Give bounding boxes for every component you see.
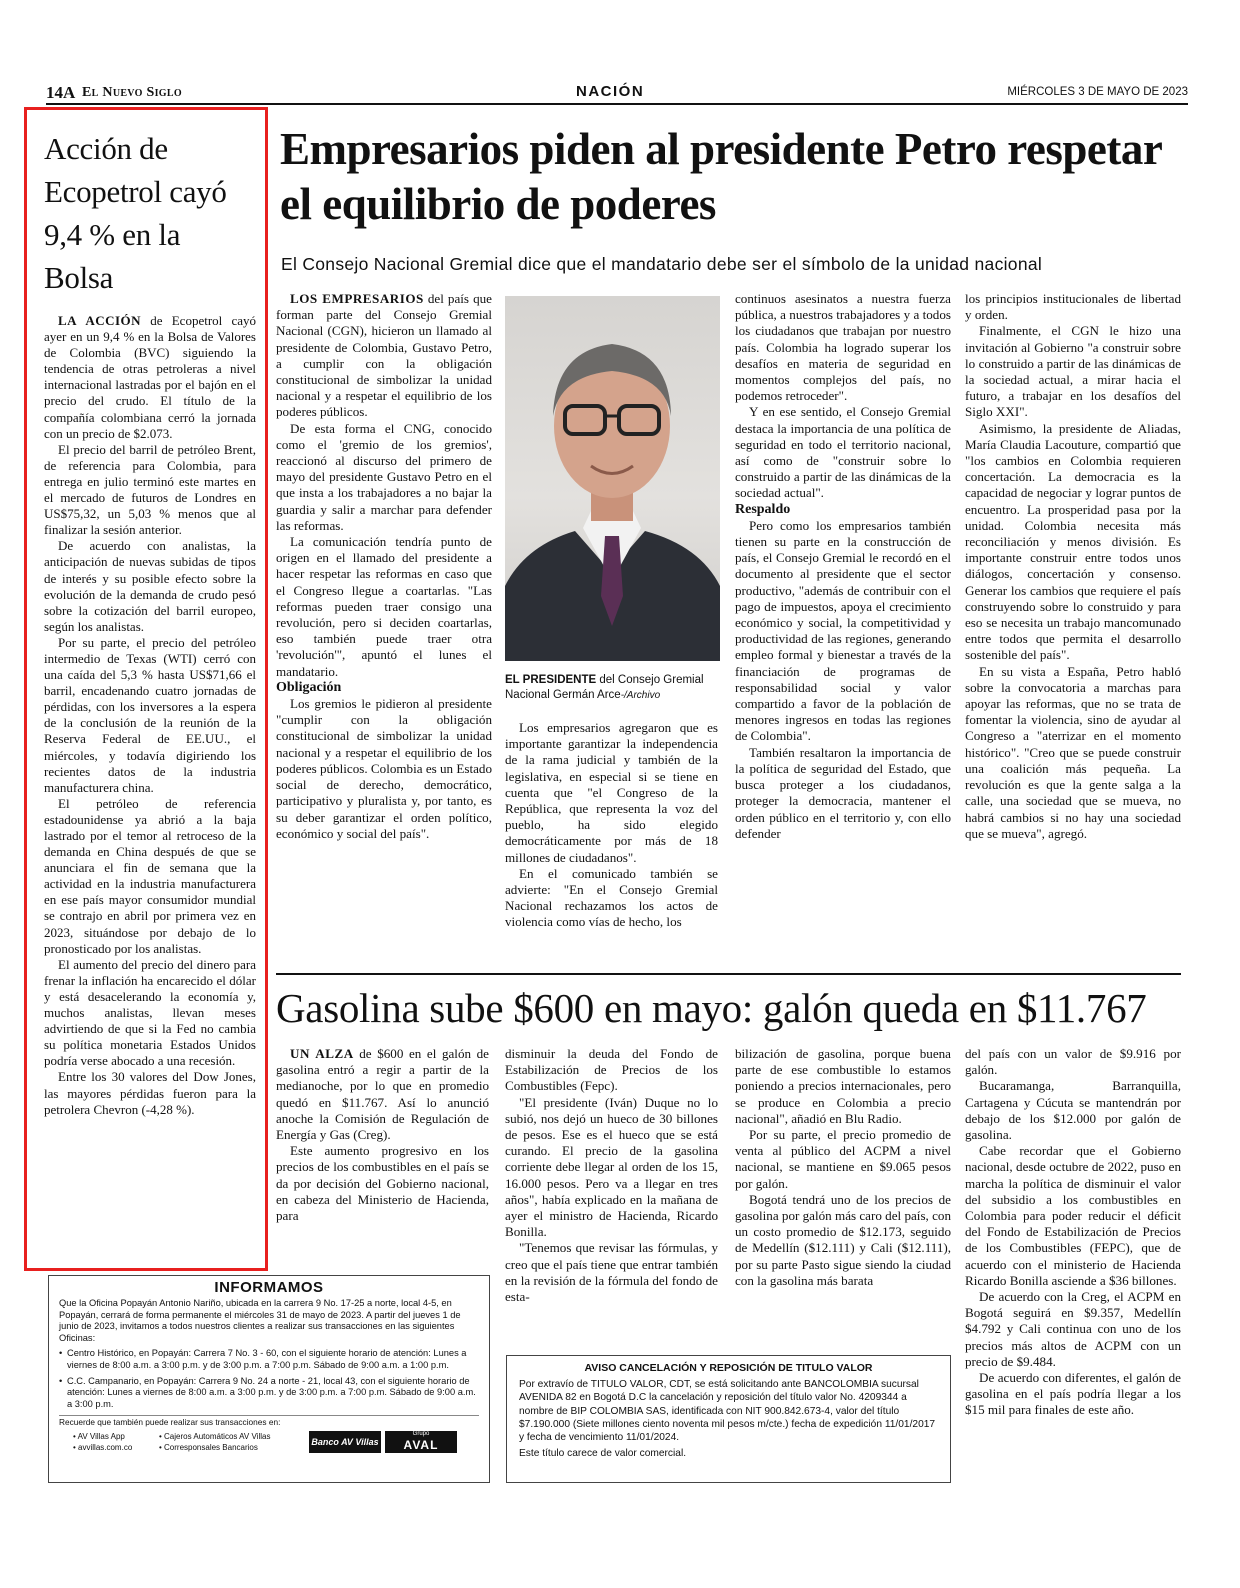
ad-informamos: [48, 1275, 490, 1483]
bank-logo: Banco AV Villas: [309, 1431, 381, 1453]
article2-paragraph: bilización de gasolina, porque buena parte de ese combustible lo estamos poniendo a precios internacionales, pero se produce en Colombia a precio nacional", añadió en Blu Radio.: [735, 1046, 951, 1126]
ad-office-item: • Centro Histórico, en Popayán: Carrera 7 No. 3 - 60, con el siguiente horario de atención: Lunes a viernes de 8:00 a.m. a 3:00 p.m. y de 3:00 p.m. a 7:00 p.m. Sábado de 9:00 a.m. a 1:00 p.m.: [59, 1348, 467, 1370]
article1-paragraph: Pero como los empresarios también tienen su parte en la construcción de país, el Consejo Gremial le recordó en el documento al presidente que el sector productivo, "además de contribuir con el pago de impuestos, apoya el crecimiento económico y social, la competitividad y productividad de las regiones, generando empleo formal y bienestar a través de la financiación de programas de responsabilidad social y valor compartido a favor de la población de menores ingresos en todas las regiones de Colombia".: [735, 517, 951, 744]
article2-paragraph: "El presidente (Iván) Duque no lo subió, nos dejó un hueco de 30 billones de pesos. Ese es el hueco que se está curando. El precio de la gasolina corriente debe llegar al orden de los 15, 16.000 pesos. Pero va a llegar en tres años", había explicado en la mañana de ayer el ministro de Hacienda, Ricardo Bonilla.: [505, 1094, 718, 1240]
article1-subhead-obligacion: Obligación: [276, 679, 342, 695]
article1-subheadline: El Consejo Nacional Gremial dice que el mandatario debe ser el símbolo de la unidad nacional: [281, 254, 1043, 274]
article2-paragraph: Este aumento progresivo en los precios de los combustibles en el país se da por decisión del Gobierno nacional, en cabeza del Ministerio de Hacienda, para: [276, 1143, 489, 1224]
sidebar-title: Acción de Ecopetrol cayó 9,4 % en la Bolsa: [44, 131, 227, 295]
ad-aviso-title: AVISO CANCELACIÓN Y REPOSICIÓN DE TITULO VALOR: [584, 1362, 873, 1374]
ad-office-item: • C.C. Campanario, en Popayán: Carrera 9 No. 24 a norte - 21, local 43, con el siguiente horario de atención: Lunes a viernes de 8:00 a.m. a 3:00 p.m. y de 3:00 p.m. a 7:00 p.m. Sábado de 9:00 a.m. a 3:00 p.m.: [59, 1375, 476, 1409]
article2-paragraph: De acuerdo con la Creg, el ACPM en Bogotá seguirá en $9.357, Medellín $4.792 y Cali continua con uno de los precios más altos de ACPM con un precio de $9.484.: [965, 1289, 1181, 1369]
article1-headline: Empresarios piden al presidente Petro respetar el equilibrio de poderes: [280, 124, 1162, 229]
sidebar-paragraph: El precio del barril de petróleo Brent, de referencia para Colombia, para entrega en julio terminó este martes en el mercado de futuros de Londres en US$75,32, un 5,03 % menos que al finalizar la sesión anterior.: [44, 441, 256, 538]
portrait-man-photo: [505, 296, 720, 661]
article2-headline: Gasolina sube $600 en mayo: galón queda en $11.767: [276, 985, 1147, 1031]
article2-paragraph: Cabe recordar que el Gobierno nacional, desde octubre de 2022, puso en marcha la política de disminuir el valor del subsidio a los combustibles en Colombia para poder reducir el déficit del Fondo de Estabilización de Precios de los Combustibles (FEPC), que de acuerdo con el ministerio de Hacienda Ricardo Bonilla asciende a $36 billones.: [965, 1143, 1181, 1288]
article2-paragraph: UN ALZA de $600 en el galón de gasolina entró a regir a partir de la medianoche, por lo que en promedio quedó en $11.767. Así lo anunció anoche la Comisión de Regulación de Energía y Gas (Creg).: [276, 1046, 489, 1143]
article1-paragraph: Los empresarios agregaron que es importante garantizar la independencia de la rama judicial y también de la legislativa, en especial si se tiene en cuenta que "el Congreso de la República, que representa la voz del pueblo, ha sido elegido democráticamente por más de 18 millones de ciudadanos".: [505, 720, 718, 865]
article2-column-1: [276, 1046, 489, 1224]
article1-paragraph: LOS EMPRESARIOS del país que forman parte del Consejo Gremial Nacional (CGN), hicieron un llamado al presidente de Colombia, Gustavo Petro, a cumplir con la obligación constitucional de simbolizar la unidad nacional y a respetar el equilibrio de los poderes públicos.: [276, 291, 492, 420]
masthead: [46, 83, 1188, 101]
article1-paragraph: los principios institucionales de libertad y orden.: [965, 291, 1181, 323]
article1-paragraph: En el comunicado también se advierte: "En el Consejo Gremial Nacional rechazamos los actos de violencia como vías de hecho, los: [505, 865, 718, 930]
sidebar-article: [44, 127, 256, 1118]
edition-date: MIÉRCOLES 3 DE MAYO DE 2023: [1007, 86, 1188, 98]
article2-paragraph: De acuerdo con diferentes, el galón de gasolina en el país podría llegar a los $15 mil para finales de este año.: [965, 1370, 1181, 1418]
article1-column-3: [735, 291, 951, 842]
ad-informamos-intro: Que la Oficina Popayán Antonio Nariño, ubicada en la carrera 9 No. 17-25 a norte, local 4-5, en Popayán, cerrará de forma permanente el miércoles 31 de mayo de 2023. A partir del jueves 1 de junio de 2023, invitamos a todos nuestros clientes a realizar sus transacciones en las siguientes Oficinas:: [59, 1298, 461, 1343]
article1-subhead-respaldo: Respaldo: [735, 501, 791, 517]
article2-paragraph: disminuir la deuda del Fondo de Estabilización de Precios de los Combustibles (Fepc).: [505, 1046, 718, 1094]
article1-column-1: [276, 291, 492, 842]
channel-atm: • Cajeros Automáticos AV Villas: [159, 1431, 271, 1441]
sidebar-body: [44, 313, 256, 1118]
paper-name: El Nuevo Siglo: [82, 85, 182, 100]
article1-paragraph: También resaltaron la importancia de la política de seguridad del Estado, que busca proteger a los ciudadanos, proteger la democracia, mantener el orden público en el territorio y, con ello defender: [735, 744, 951, 841]
article1-paragraph: La comunicación tendría punto de origen en el llamado del presidente a hacer respetar las reformas en caso que el Congreso llegue a coartarlas. "Las reformas pueden traer consigo una revolución, pero si deciden coartarlas, eso también puede traer otra 'revolución'", apuntó el lunes el mandatario.: [276, 534, 492, 679]
ad-reminder: Recuerde que también puede realizar sus transacciones en:: [59, 1415, 479, 1429]
article2-column-4: [965, 1046, 1181, 1419]
article2-paragraph: Bogotá tendrá uno de los precios de gasolina por galón más caro del país, con un costo promedio de $12.173, seguido de Medellín ($12.111) y Cali ($12.111), por su parte Pasto sigue siendo la ciudad con la gasolina más barata: [735, 1191, 951, 1288]
article2-paragraph: del país con un valor de $9.916 por galón.: [965, 1046, 1181, 1078]
ad-aviso-footer: Este título carece de valor comercial.: [519, 1448, 687, 1460]
sidebar-paragraph: De acuerdo con analistas, la anticipación de nuevas subidas de tipos de interés y su posible efecto sobre la evolución de la demanda de crudo pesó sobre la cotización del barril europeo, según los analistas.: [44, 538, 256, 634]
channel-app: • AV Villas App: [73, 1431, 125, 1441]
header-rule: [46, 103, 1188, 105]
article2-paragraph: Por su parte, el precio promedio de venta al público del ACPM a nivel nacional, se mantiene en $9.065 pesos por galón.: [735, 1127, 951, 1191]
article2-column-2: [505, 1046, 718, 1305]
article2-column-3: [735, 1046, 951, 1289]
section-divider: [276, 973, 1181, 975]
ad-informamos-title: INFORMAMOS: [214, 1279, 324, 1296]
article1-paragraph: Finalmente, el CGN le hizo una invitación al Gobierno "a construir sobre lo construido a partir de las dinámicas de la sociedad actual, a mirar hacia el futuro, a trabajar en los desafíos del Siglo XXI".: [965, 323, 1181, 420]
sidebar-paragraph: Entre los 30 valores del Dow Jones, las mayores pérdidas fueron para la petrolera Chevron (-4,28 %).: [44, 1069, 256, 1117]
photo-caption: EL PRESIDENTE del Consejo Gremial Nacional Germán Arce-/Archivo: [505, 674, 704, 701]
article2-paragraph: "Tenemos que revisar las fórmulas, y creo que el país tiene que entrar también en la revisión de la fórmula del fondo de esta-: [505, 1240, 718, 1305]
ad-channels: [59, 1429, 479, 1455]
group-logo: Grupo AVAL: [385, 1431, 457, 1453]
bullet-icon: •: [59, 1375, 63, 1386]
channel-web: • avvillas.com.co: [73, 1442, 133, 1452]
article1-paragraph: Y en ese sentido, el Consejo Gremial destaca la importancia de una política de seguridad en todo el territorio nacional, así como de "construir sobre lo construido a partir de las dinámicas de la sociedad actual".: [735, 404, 951, 501]
article1-paragraph: continuos asesinatos a nuestra fuerza pública, a nuestros trabajadores y a todos los ciudadanos que trabajan por nuestro país. Colombia ha logrado superar los desafíos en materia de seguridad en momentos complejos del país, no podemos retroceder".: [735, 291, 951, 404]
article2-paragraph: Bucaramanga, Barranquilla, Cartagena y Cúcuta se mantendrán por debajo de los $12.000 por galón de gasolina.: [965, 1078, 1181, 1143]
bullet-icon: •: [59, 1348, 63, 1359]
article1-paragraph: Los gremios le pidieron al presidente "cumplir con la obligación constitucional de simbolizar la unidad nacional y a respetar el equilibrio de los poderes públicos. Colombia es un Estado social de derecho, democrático, participativo y pluralista y, por tanto, es su deber garantizar el orden político, económico y social del país".: [276, 696, 493, 841]
article1-paragraph: De esta forma el CNG, conocido como el 'gremio de los gremios', reaccionó al discurso del primero de mayo del presidente Gustavo Petro en el que insta a los trabajadores a no bajar la guardia y salir a marchar para defender las reformas.: [276, 420, 492, 533]
article1-photo: [505, 296, 720, 661]
section-name: NACIÓN: [576, 83, 645, 100]
page-number: 14A: [46, 83, 76, 102]
channel-agents: • Corresponsales Bancarios: [159, 1442, 258, 1452]
article1-column-2: [505, 720, 718, 931]
sidebar-paragraph: El petróleo de referencia estadounidense ya abrió a la baja lastrado por el temor al retroceso de la demanda en China después de que se anunciara el fin de semana que la actividad en la industria manufacturera en ese país mayor consumidor mundial se contrajo en abril por primera vez en 2023, situándose por debajo de lo pronosticado por los analistas.: [44, 795, 256, 956]
sidebar-paragraph: El aumento del precio del dinero para frenar la inflación ha encarecido el dólar y está desacelerando la economía y, muchos analistas, llevan meses advirtiendo de que si la Fed no cambia su política monetaria Estados Unidos podría verse abocado a una recesión.: [44, 956, 256, 1069]
sidebar-paragraph: LA ACCIÓN de Ecopetrol cayó ayer en un 9,4 % en la Bolsa de Valores de Colombia (BVC) siguiendo la tendencia de otras petroleras a nivel internacional lastradas por el bajón en el precio del crudo. El título de la compañía colombiana cerró la jornada con un precio de $2.073.: [44, 313, 257, 441]
ad-aviso-body: Por extravío de TITULO VALOR, CDT, se está solicitando ante BANCOLOMBIA sucursal AVENIDA 82 en Bogotá D.C la cancelación y reposición del título valor No. 4209344 a nombre de BIP COLOMBIA SAS, identificada con NIT 900.842.673-4, valor del título $7.190.000 (Siete millones ciento noventa mil pesos m/cte.) fecha de expedición 11/01/2017 y fecha de vencimiento 11/01/2024.: [519, 1379, 936, 1444]
sidebar-paragraph: Por su parte, el precio del petróleo intermedio de Texas (WTI) cerró con una caída del 5,3 % hasta US$71,66 el barril, encadenando cuatro jornadas de pérdidas, con los inversores a la espera de la conclusión de la reunión de la Reserva Federal de EE.UU., el miércoles, y todavía digiriendo los recientes datos de la industria manufacturera china.: [44, 634, 256, 795]
article1-paragraph: Asimismo, la presidente de Aliadas, María Claudia Lacouture, compartió que "los cambios en Colombia requieren concertación. La democracia es la capacidad de negociar y lograr puntos de encuentro. La prosperidad pasa por la unidad. Colombia necesita más reconciliación y menos división. Es importante construir entre todos unos diálogos, concertación y consenso. Generar los cambios que requiere el país construyendo sobre lo construido y para eso se necesita un trabajo mancomunado entre todos que permita el desarrollo sostenible del país".: [965, 420, 1181, 663]
article1-paragraph: En su vista a España, Petro habló sobre la convocatoria a marchas para apoyar las reformas, que no se trata de fomentar la violencia, sino de ayudar al Congreso a "aterrizar en el momento histórico". "Creo que se puede construir una coalición más pequeña. La revolución es que la gente salga a la calle, una sociedad que se mueva, no habrá cambios si no hay una sociedad que se mueva", agregó.: [965, 663, 1181, 841]
article1-column-4: [965, 291, 1181, 842]
ad-aviso: [506, 1355, 951, 1483]
